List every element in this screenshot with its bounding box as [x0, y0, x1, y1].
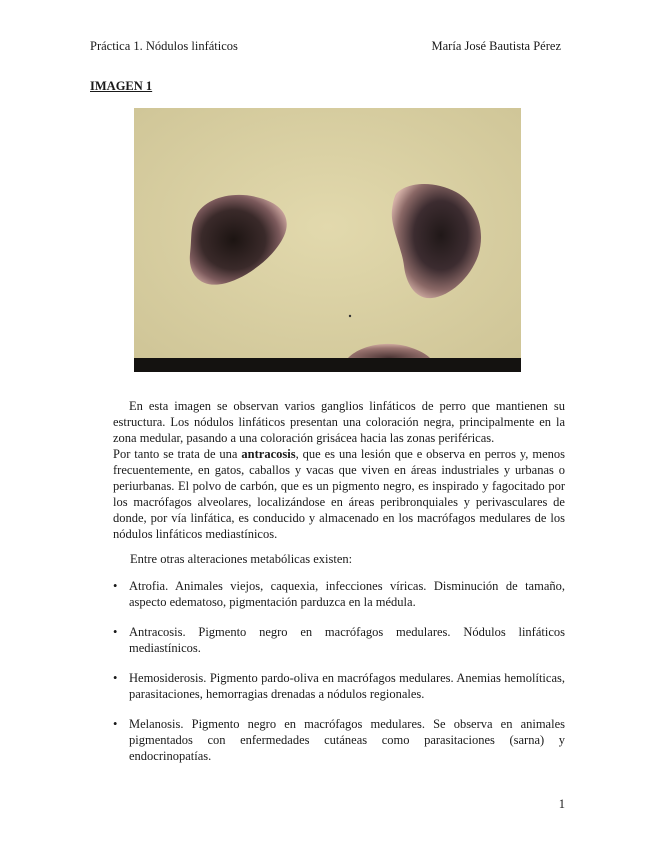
paragraph-1: En esta imagen se observan varios ganglios linfáticos de perro que mantienen su estructura. Los nódulos linfáticos presentan una coloración negra, principalmente en la zona medular, pasando a una coloración grisácea hacia las zonas periféricas. — [113, 399, 565, 445]
list-item: • Melanosis. Pigmento negro en macrófagos medulares. Se observa en animales pigmentados con enfermedades cutáneas como parasitaciones (sarna) y endocrinopatías. — [113, 717, 565, 763]
paragraph-2: Por tanto se trata de una antracosis, que es una lesión que e observa en perros y, menos frecuentemente, en gatos, caballos y vacas que viven en áreas industriales y urbanas o periurbanas. El polvo de carbón, que es un pigmento negro, es inspirado y fagocitado por los macrófagos alveolares, localizándose en áreas peribronquiales y perivasculares de donde, por vía linfática, es conducido y almacenado en los macrófagos medulares de los nódulos linfáticos mediastínicos. — [113, 447, 565, 541]
metabolic-alterations-list — [113, 578, 565, 778]
term-antracosis: antracosis — [241, 447, 296, 461]
list-intro: Entre otras alteraciones metabólicas existen: — [130, 552, 353, 566]
list-item: • Atrofia. Animales viejos, caquexia, infecciones víricas. Disminución de tamaño, aspecto edematoso, pigmentación parduzca en la médula. — [113, 579, 565, 609]
list-item: • Antracosis. Pigmento negro en macrófagos medulares. Nódulos linfáticos mediastínicos. — [113, 625, 565, 655]
lymph-node-illustration — [134, 108, 521, 372]
header-right: María José Bautista Pérez — [431, 39, 561, 53]
bullet-icon: • — [113, 625, 118, 639]
page-number: 1 — [558, 797, 565, 811]
list-item: • Hemosiderosis. Pigmento pardo-oliva en macrófagos medulares. Anemias hemolíticas, parasitaciones, hemorragias drenadas a nódulos regionales. — [113, 671, 565, 701]
bullet-icon: • — [113, 579, 118, 593]
lymph-node-photo — [134, 108, 521, 372]
bullet-icon: • — [113, 671, 118, 685]
header-left: Práctica 1. Nódulos linfáticos — [90, 39, 238, 53]
photo-bottom-bar — [134, 358, 521, 372]
bullet-icon: • — [113, 717, 118, 731]
body-text — [113, 398, 565, 542]
image-title: IMAGEN 1 — [90, 79, 153, 93]
